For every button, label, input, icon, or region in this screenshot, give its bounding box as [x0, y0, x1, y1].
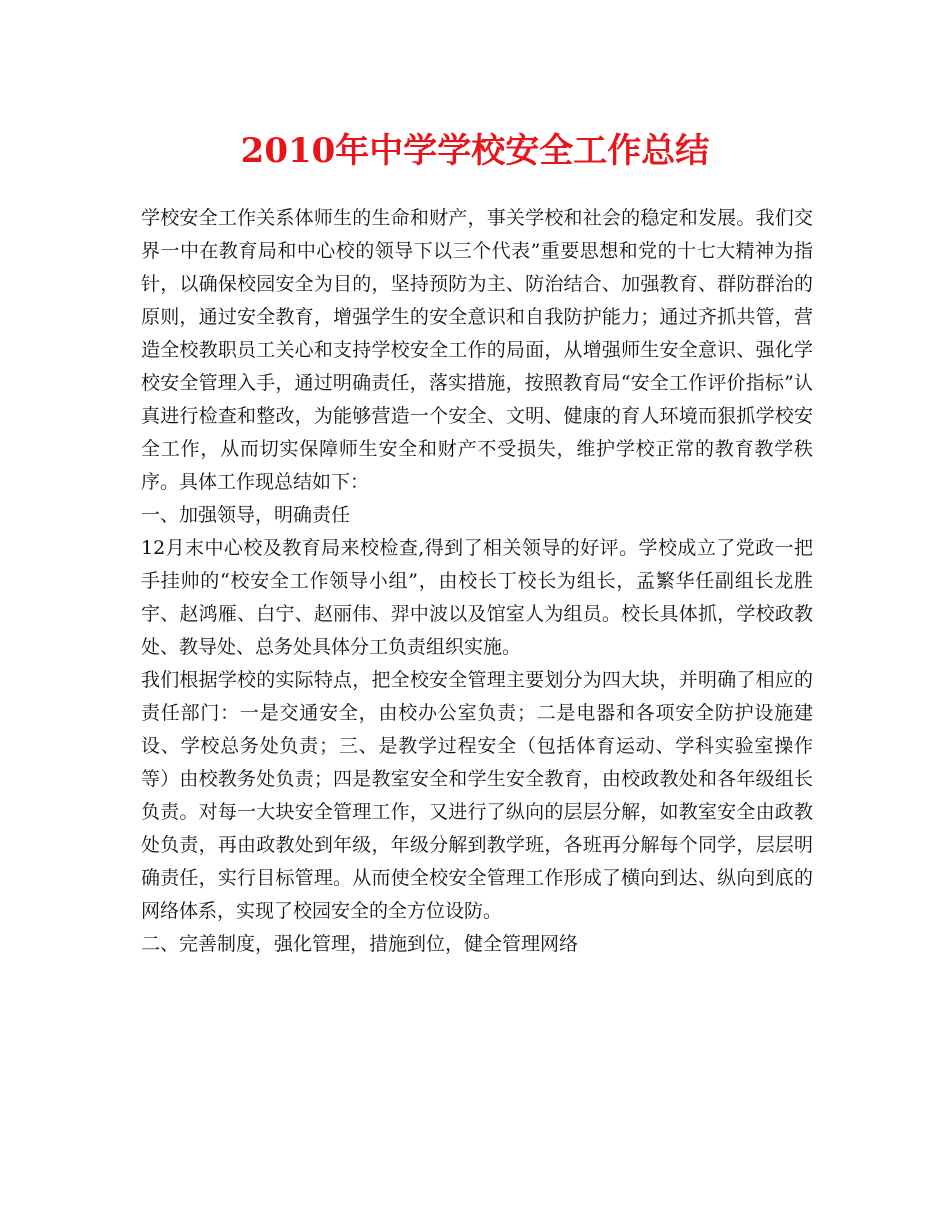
document-title: 2010年中学学校安全工作总结: [240, 131, 710, 171]
paragraph-leadership: 12月末中心校及教育局来校检查,得到了相关领导的好评。学校成立了党政一把手挂帅的“校安全工作领导小组”，由校长丁校长为组长，孟繁华任副组长龙胜宇、赵鸿雁、白宁、赵丽伟、羿中波以及馆室人为组员。校长具体抓，学校政教处、教导处、总务处具体分工负责组织实施。: [141, 537, 813, 658]
section-heading-1: 一、加强领导，明确责任: [141, 504, 351, 526]
document-body: [141, 202, 813, 961]
paragraph-responsibility: 我们根据学校的实际特点，把全校安全管理主要划分为四大块，并明确了相应的责任部门：一是交通安全，由校办公室负责；二是电器和各项安全防护设施建设、学校总务处负责；三、是教学过程安全（包括体育运动、学科实验室操作等）由校教务处负责；四是教室安全和学生安全教育，由校政教处和各年级组长负责。对每一大块安全管理工作，又进行了纵向的层层分解，如教室安全由政教处负责，再由政教处到年级，年级分解到教学班，各班再分解每个同学，层层明确责任，实行目标管理。从而使全校安全管理工作形成了横向到达、纵向到底的网络体系，实现了校园安全的全方位设防。: [141, 669, 813, 922]
paragraph-intro: 学校安全工作关系体师生的生命和财产，事关学校和社会的稳定和发展。我们交界一中在教育局和中心校的领导下以三个代表”重要思想和党的十七大精神为指针，以确保校园安全为目的，坚持预防为主、防治结合、加强教育、群防群治的原则，通过安全教育，增强学生的安全意识和自我防护能力；通过齐抓共管，营造全校教职员工关心和支持学校安全工作的局面，从增强师生安全意识、强化学校安全管理入手，通过明确责任，落实措施，按照教育局“安全工作评价指标”认真进行检查和整改，为能够营造一个安全、文明、健康的育人环境而狠抓学校安全工作，从而切实保障师生安全和财产不受损失，维护学校正常的教育教学秩序。具体工作现总结如下：: [141, 207, 813, 493]
section-heading-2: 二、完善制度，强化管理，措施到位，健全管理网络: [141, 933, 579, 955]
